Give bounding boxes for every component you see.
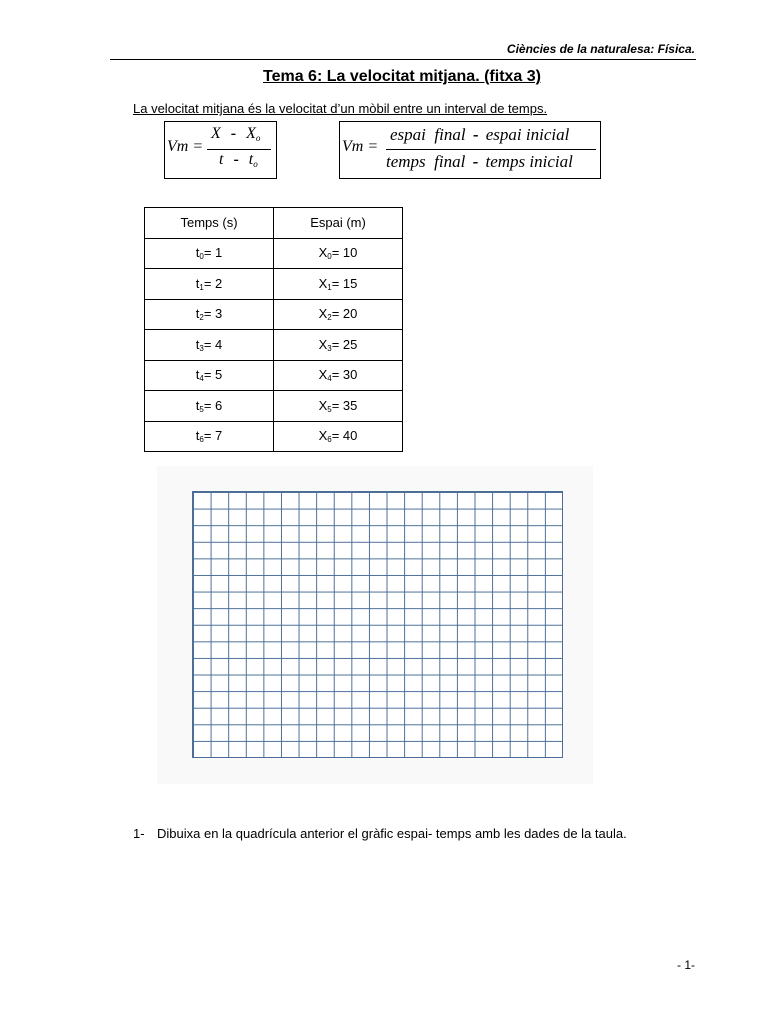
time-cell: t4= 5	[145, 360, 274, 391]
page-number: - 1-	[677, 958, 695, 972]
formula2-lhs: Vm =	[342, 138, 379, 155]
num-x: X	[211, 125, 221, 142]
time-cell: t3= 4	[145, 330, 274, 361]
table-row	[145, 238, 403, 269]
formula-lhs: Vm =	[167, 138, 204, 155]
time-cell: t5= 6	[145, 391, 274, 422]
fraction-line	[207, 149, 271, 150]
table-row	[145, 421, 403, 452]
space-cell: X3= 25	[274, 330, 403, 361]
header-time: Temps (s)	[145, 208, 274, 239]
num-initial: espai inicial	[485, 125, 570, 144]
header-rule	[110, 59, 696, 60]
den-op: -	[233, 151, 239, 168]
num-op: -	[472, 125, 479, 144]
formula-numerator	[211, 125, 260, 143]
space-cell: X4= 30	[274, 360, 403, 391]
den-initial: temps inicial	[485, 152, 573, 171]
space-cell: X1= 15	[274, 269, 403, 300]
formula-denominator	[219, 151, 258, 169]
time-space-table	[144, 207, 403, 452]
num-op: -	[230, 125, 237, 142]
time-cell: t2= 3	[145, 299, 274, 330]
space-cell: X6= 40	[274, 421, 403, 452]
table-row	[145, 299, 403, 330]
fraction2-line	[386, 149, 596, 150]
den-final: temps final	[386, 152, 466, 171]
table-row	[145, 269, 403, 300]
space-cell: X2= 20	[274, 299, 403, 330]
table-row	[145, 391, 403, 422]
table-row	[145, 360, 403, 391]
graph-paper-grid	[192, 491, 563, 758]
question-number: 1-	[133, 826, 145, 841]
formula-words	[339, 121, 601, 179]
question-text: Dibuixa en la quadrícula anterior el gràfic espai- temps amb les dades de la taula.	[157, 826, 627, 841]
den-t0: t	[248, 151, 254, 168]
num-x0-sub: o	[255, 133, 261, 143]
table-header-row	[145, 208, 403, 239]
time-cell: t0= 1	[145, 238, 274, 269]
header-space: Espai (m)	[274, 208, 403, 239]
space-cell: X5= 35	[274, 391, 403, 422]
page-title: Tema 6: La velocitat mitjana. (fitxa 3)	[262, 68, 541, 85]
table-row	[145, 330, 403, 361]
time-cell: t6= 7	[145, 421, 274, 452]
formula2-denominator	[386, 152, 573, 172]
formula2-numerator	[390, 125, 569, 145]
formula-symbolic	[164, 121, 277, 179]
den-t0-sub: o	[253, 159, 258, 169]
intro-text: La velocitat mitjana és la velocitat d’un mòbil entre un interval de temps.	[133, 101, 548, 116]
header-subject: Ciències de la naturalesa: Física.	[506, 42, 695, 56]
space-cell: X0= 10	[274, 238, 403, 269]
num-x0: X	[246, 125, 256, 142]
exercise-question	[133, 826, 627, 841]
num-final: espai final	[390, 125, 466, 144]
den-t: t	[219, 151, 224, 168]
den-op: -	[472, 152, 479, 171]
time-cell: t1= 2	[145, 269, 274, 300]
